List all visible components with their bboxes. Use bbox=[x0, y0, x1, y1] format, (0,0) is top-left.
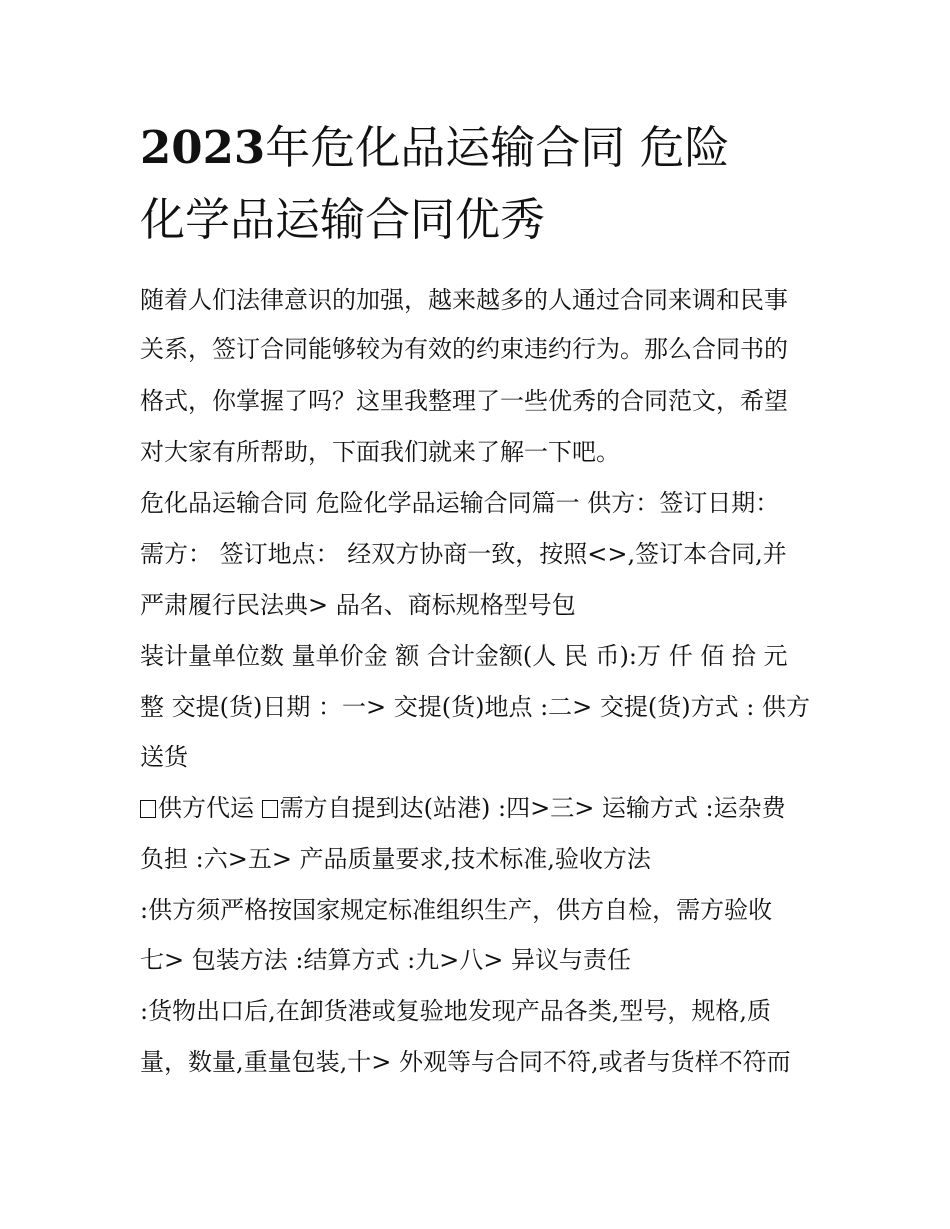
title-line-2: 化学品运输合同优秀 bbox=[140, 193, 546, 246]
intro-line: 随着人们法律意识的加强，越来越多的人通过合同来调和民事 bbox=[140, 286, 788, 314]
body-line: 装计量单位数 量单价金 额 合计金额(人 民 币):万 仟 佰 拾 元 bbox=[140, 642, 788, 670]
body-line: 送货 bbox=[140, 743, 188, 771]
body-line: 七> 包装方法 :结算方式 :九>八> 异议与责任 bbox=[140, 946, 632, 974]
checkbox-label-2: 需方自提到达(站港) :四>三> 运输方式 :运杂费 bbox=[279, 794, 786, 822]
title-line-1-text: 年危化品运输合同 危险 bbox=[265, 121, 730, 174]
checkbox-supplier-ship bbox=[140, 800, 156, 818]
checkbox-label-1: 供方代运 bbox=[158, 794, 262, 822]
document-title bbox=[140, 112, 840, 256]
body-line: 严肃履行民法典> 品名、商标规格型号包 bbox=[140, 591, 576, 619]
body-line: 整 交提(货)日期 ：一> 交提(货)地点 :二> 交提(货)方式 : 供方 bbox=[140, 693, 810, 721]
checkbox-line bbox=[140, 791, 820, 825]
intro-line: 对大家有所帮助，下面我们就来了解一下吧。 bbox=[140, 438, 620, 466]
body-line: 需方： 签订地点： 经双方协商一致，按照<>,签订本合同,并 bbox=[140, 540, 787, 568]
body-line: 危化品运输合同 危险化学品运输合同篇一 供方：签订日期： bbox=[140, 489, 780, 517]
checkbox-buyer-pickup bbox=[262, 800, 278, 818]
body-line: 量，数量,重量包装,十> 外观等与合同不符,或者与货样不符而 bbox=[140, 1048, 791, 1076]
body-line: :供方须严格按国家规定标准组织生产，供方自检，需方验收 bbox=[140, 896, 773, 924]
body-line: :货物出口后,在卸货港或复验地发现产品各类,型号，规格,质 bbox=[140, 997, 771, 1025]
body-line: 负担 :六>五> 产品质量要求,技术标准,验收方法 bbox=[140, 845, 651, 873]
title-year: 2023 bbox=[140, 121, 266, 174]
intro-line: 格式，你掌握了吗？这里我整理了一些优秀的合同范文，希望 bbox=[140, 387, 788, 415]
intro-line: 关系，签订合同能够较为有效的约束违约行为。那么合同书的 bbox=[140, 335, 788, 363]
title-line-1 bbox=[140, 112, 840, 184]
